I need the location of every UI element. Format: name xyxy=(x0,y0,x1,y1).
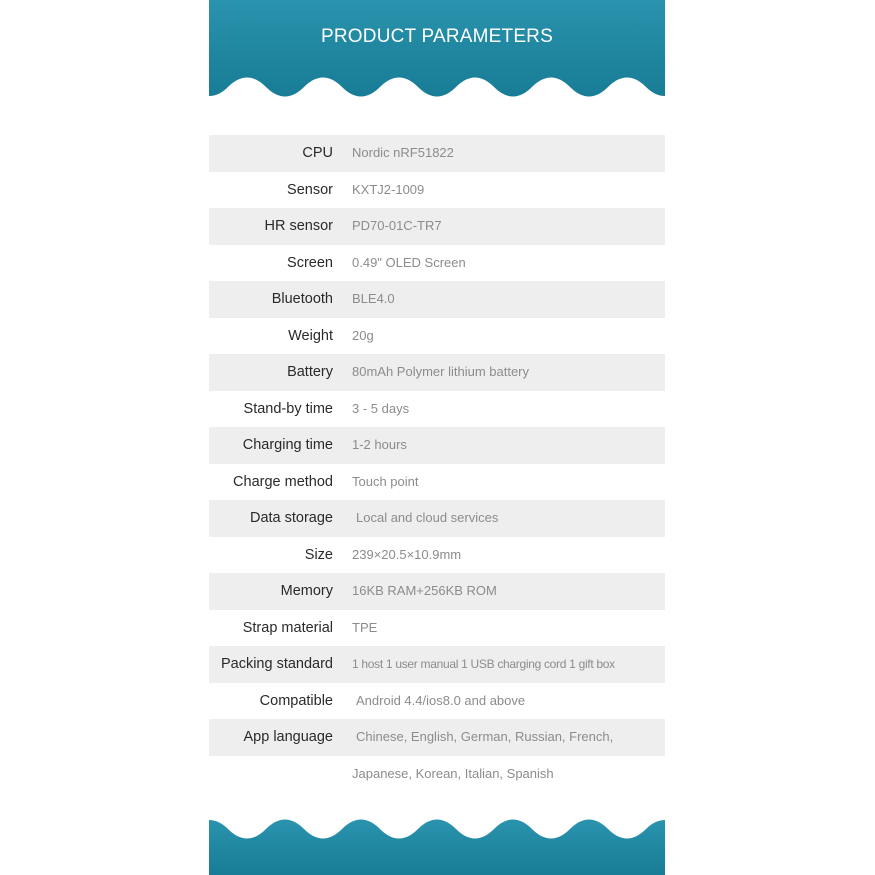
spec-label: CPU xyxy=(302,145,333,161)
specs-table xyxy=(209,135,665,792)
spec-label: Sensor xyxy=(287,181,333,198)
spec-label: Compatible xyxy=(259,692,333,709)
spec-value: 3 - 5 days xyxy=(352,400,410,416)
spec-label: Strap material xyxy=(242,619,333,636)
spec-row-memory xyxy=(209,573,665,610)
spec-value: 20g xyxy=(352,327,374,343)
spec-label: Bluetooth xyxy=(271,291,333,307)
spec-value: TPE xyxy=(352,619,378,635)
spec-value: Touch point xyxy=(352,473,419,489)
spec-row-screen xyxy=(209,245,665,282)
spec-row-app-language-continued xyxy=(209,756,665,793)
spec-value: 1 host 1 user manual 1 USB charging cord 1 gift box xyxy=(352,657,615,671)
footer-wave-background xyxy=(209,814,665,875)
spec-value: 80mAh Polymer lithium battery xyxy=(352,364,530,379)
page-title: PRODUCT PARAMETERS xyxy=(321,26,553,47)
spec-label: Size xyxy=(304,546,333,563)
spec-row-bluetooth xyxy=(209,281,665,318)
header-banner xyxy=(209,0,665,100)
spec-row-compatible xyxy=(209,683,665,720)
spec-row-app-language xyxy=(209,719,665,756)
spec-label: Battery xyxy=(287,364,333,380)
spec-label: Packing standard xyxy=(220,656,333,672)
spec-value: Japanese, Korean, Italian, Spanish xyxy=(352,765,554,781)
spec-value: Local and cloud services xyxy=(356,510,499,525)
spec-row-weight xyxy=(209,318,665,355)
spec-value: 16KB RAM+256KB ROM xyxy=(352,583,497,598)
spec-value: 1-2 hours xyxy=(352,437,407,452)
spec-row-sensor xyxy=(209,172,665,209)
spec-value: 239×20.5×10.9mm xyxy=(352,546,462,562)
spec-label: App language xyxy=(243,729,333,745)
header-wave-background xyxy=(209,0,665,100)
product-parameters-panel xyxy=(209,0,665,875)
spec-value: Android 4.4/ios8.0 and above xyxy=(356,692,526,708)
spec-label: Screen xyxy=(287,254,333,271)
spec-value: Chinese, English, German, Russian, French, xyxy=(356,729,614,744)
spec-row-battery xyxy=(209,354,665,391)
spec-row-data-storage xyxy=(209,500,665,537)
spec-row-packing-standard xyxy=(209,646,665,683)
spec-label: Stand-by time xyxy=(243,400,333,417)
spec-value: PD70-01C-TR7 xyxy=(352,218,442,233)
spec-row-cpu xyxy=(209,135,665,172)
spec-label: Data storage xyxy=(249,510,333,526)
spec-row-charge-method xyxy=(209,464,665,501)
spec-row-hr-sensor xyxy=(209,208,665,245)
spec-value: KXTJ2-1009 xyxy=(352,181,425,197)
spec-label: Memory xyxy=(280,583,333,599)
spec-row-strap-material xyxy=(209,610,665,647)
spec-value: Nordic nRF51822 xyxy=(352,145,454,160)
spec-row-charging-time xyxy=(209,427,665,464)
spec-label: HR sensor xyxy=(264,218,333,234)
spec-label: Charging time xyxy=(242,437,333,453)
footer-banner xyxy=(209,814,665,875)
spec-row-standby-time xyxy=(209,391,665,428)
spec-row-size xyxy=(209,537,665,574)
spec-label: Weight xyxy=(288,327,333,344)
spec-value: BLE4.0 xyxy=(352,291,395,306)
spec-label: Charge method xyxy=(233,473,333,490)
spec-value: 0.49" OLED Screen xyxy=(352,254,466,270)
